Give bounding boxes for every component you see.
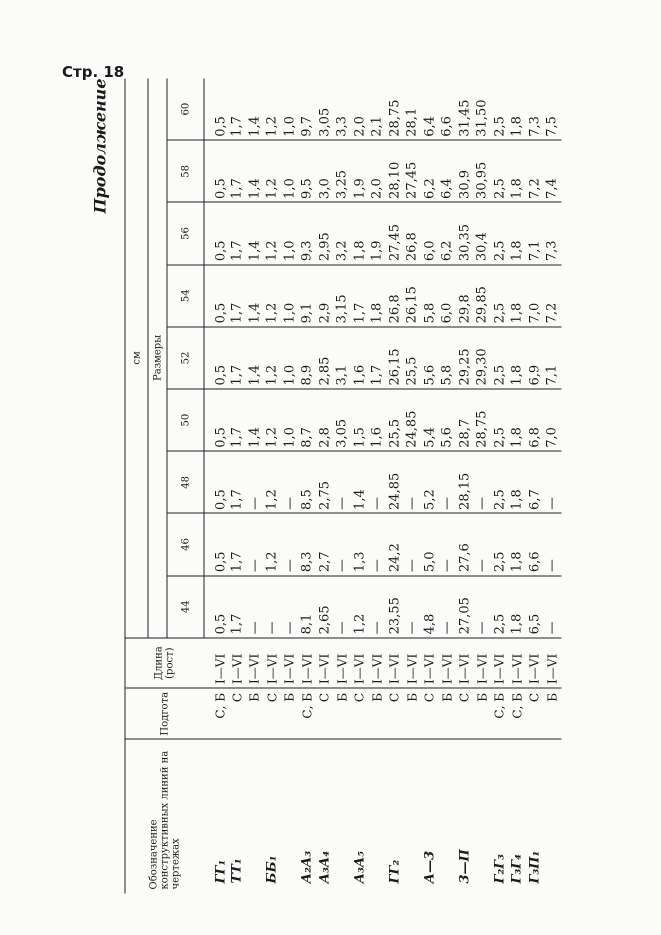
table-row <box>368 79 386 894</box>
size-value: 2,8 <box>316 389 334 451</box>
size-value: 3,25 <box>333 140 351 202</box>
size-value: 1,7 <box>228 327 246 389</box>
line-symbol: А₃А₄ <box>316 739 334 893</box>
size-value: 6,0 <box>421 202 439 264</box>
size-value: 1,2 <box>263 327 281 389</box>
size-value: — <box>438 451 456 513</box>
table-row <box>204 79 229 894</box>
size-value: 24,2 <box>386 513 404 575</box>
line-symbol: ГГ₁ <box>204 739 229 893</box>
size-value: 28,75 <box>473 389 491 451</box>
sub-type: Б <box>368 688 386 739</box>
sub-type: Б <box>333 688 351 739</box>
size-value: 2,65 <box>316 576 334 638</box>
header-size: 54 <box>167 265 204 327</box>
size-value: 25,5 <box>386 389 404 451</box>
size-value: 3,0 <box>316 140 334 202</box>
size-value: 28,75 <box>386 99 402 137</box>
length-range: I—VI <box>491 638 509 689</box>
length-range: I—VI <box>368 638 386 689</box>
size-value: 23,55 <box>386 576 404 638</box>
sub-type: Б <box>246 688 264 739</box>
header-sizes: Размеры <box>148 79 167 638</box>
sub-type: С <box>421 688 439 739</box>
size-value: 7,1 <box>543 327 561 389</box>
rotated-table-block <box>90 79 570 894</box>
size-value: 0,5 <box>213 116 228 137</box>
size-value: 1,6 <box>368 389 386 451</box>
size-value: 0,5 <box>204 265 229 327</box>
size-value: 0,5 <box>204 389 229 451</box>
table-row <box>246 79 264 894</box>
size-value: — <box>438 513 456 575</box>
length-range: I—VI <box>421 638 439 689</box>
continued-label: Продолжение <box>90 78 109 214</box>
size-value: 8,3 <box>298 513 316 575</box>
header-size: 58 <box>167 140 204 202</box>
length-range: I—VI <box>456 638 474 689</box>
size-value: 2,7 <box>316 513 334 575</box>
size-value: — <box>281 513 299 575</box>
size-value: 6,0 <box>438 265 456 327</box>
size-value: 1,7 <box>228 265 246 327</box>
size-value: 9,1 <box>298 265 316 327</box>
size-value: — <box>246 576 264 638</box>
line-symbol: ББ₁ <box>263 739 281 893</box>
size-value: 1,7 <box>368 327 386 389</box>
size-value: 6,6 <box>439 116 455 137</box>
size-value: 7,2 <box>543 265 561 327</box>
table-row <box>263 79 281 894</box>
table-row <box>473 79 491 894</box>
sub-type: С <box>386 688 404 739</box>
size-value: 1,8 <box>508 389 526 451</box>
size-value: — <box>368 451 386 513</box>
size-value: 1,8 <box>508 327 526 389</box>
size-value: 30,9 <box>456 140 474 202</box>
size-value: 1,8 <box>508 202 526 264</box>
header-size: 46 <box>167 513 204 575</box>
line-symbol: Г₃Г₄ <box>508 739 526 893</box>
size-value: 27,45 <box>403 140 421 202</box>
table-row <box>316 79 334 894</box>
size-value: 24,85 <box>386 451 404 513</box>
size-value: 5,6 <box>438 389 456 451</box>
line-symbol <box>281 739 299 893</box>
table-row <box>421 79 439 894</box>
size-value: 1,2 <box>263 202 281 264</box>
size-value: 1,7 <box>228 202 246 264</box>
sub-type: Б <box>473 688 491 739</box>
length-range: I—VI <box>204 638 229 689</box>
size-value: 6,4 <box>421 116 437 137</box>
size-value: 1,4 <box>246 389 264 451</box>
size-value: 28,15 <box>456 451 474 513</box>
size-value: 1,0 <box>281 140 299 202</box>
size-value: 2,9 <box>316 265 334 327</box>
size-value: 1,2 <box>263 389 281 451</box>
size-value: 1,7 <box>228 513 246 575</box>
line-symbol: Г₂Г₃ <box>491 739 509 893</box>
size-value: 30,4 <box>473 202 491 264</box>
size-value: 29,85 <box>473 265 491 327</box>
sub-type: С <box>263 688 281 739</box>
size-value: 1,4 <box>351 451 369 513</box>
size-value: 1,2 <box>263 140 281 202</box>
size-value: 30,95 <box>473 140 491 202</box>
size-value: 5,6 <box>421 327 439 389</box>
size-value: 27,05 <box>456 576 474 638</box>
size-value: — <box>246 451 264 513</box>
header-size: 44 <box>167 576 204 638</box>
length-range: I—VI <box>473 638 491 689</box>
line-symbol: 3—П <box>456 739 474 893</box>
size-value: 2,5 <box>491 265 509 327</box>
size-value: 9,3 <box>298 202 316 264</box>
size-value: 8,1 <box>298 576 316 638</box>
size-value: 1,8 <box>509 116 525 137</box>
size-value: 2,75 <box>316 451 334 513</box>
header-symbol: Обозначение конструктивных линий на чертежах <box>125 739 204 893</box>
size-value: 1,8 <box>351 202 369 264</box>
length-range: I—VI <box>298 638 316 689</box>
size-value: — <box>333 576 351 638</box>
size-value: 7,4 <box>543 140 561 202</box>
header-size: 56 <box>167 202 204 264</box>
size-value: 2,5 <box>491 513 509 575</box>
length-range: I—VI <box>438 638 456 689</box>
size-value: — <box>543 576 561 638</box>
size-value: 28,7 <box>456 389 474 451</box>
size-value: 2,5 <box>491 389 509 451</box>
sub-type: С <box>316 688 334 739</box>
size-value: 6,4 <box>438 140 456 202</box>
size-value: 1,0 <box>281 327 299 389</box>
size-value: 1,8 <box>508 576 526 638</box>
size-value: 8,5 <box>298 451 316 513</box>
length-range: I—VI <box>508 638 526 689</box>
header-size: 60 <box>167 79 204 141</box>
size-value: 1,4 <box>246 140 264 202</box>
size-value: 2,0 <box>368 140 386 202</box>
sub-type: С <box>351 688 369 739</box>
size-value: 0,5 <box>204 576 229 638</box>
size-value: 6,8 <box>526 389 544 451</box>
line-symbol <box>403 739 421 893</box>
size-value: — <box>473 451 491 513</box>
size-value: 1,8 <box>508 140 526 202</box>
size-value: 26,8 <box>386 265 404 327</box>
header-size: 48 <box>167 451 204 513</box>
size-value: — <box>543 513 561 575</box>
size-value: 1,2 <box>263 513 281 575</box>
length-range: I—VI <box>351 638 369 689</box>
size-value: 1,2 <box>263 451 281 513</box>
size-value: 1,4 <box>246 202 264 264</box>
size-value: 0,5 <box>204 327 229 389</box>
size-value: 24,85 <box>403 389 421 451</box>
line-symbol <box>438 739 456 893</box>
sub-type: Б <box>543 688 561 739</box>
size-value: 1,3 <box>351 513 369 575</box>
size-value: 1,9 <box>351 140 369 202</box>
table-row <box>386 79 404 894</box>
header-size: 50 <box>167 389 204 451</box>
sub-type: С <box>526 688 544 739</box>
line-symbol <box>368 739 386 893</box>
size-value: 8,7 <box>298 389 316 451</box>
size-value: 1,0 <box>281 202 299 264</box>
sizes-table <box>124 79 561 894</box>
size-value: 6,2 <box>421 140 439 202</box>
size-value: 2,0 <box>351 116 367 137</box>
size-value: 9,5 <box>298 140 316 202</box>
line-symbol <box>333 739 351 893</box>
size-value: 4,8 <box>421 576 439 638</box>
size-value: 28,1 <box>404 107 420 137</box>
size-value: 6,7 <box>526 451 544 513</box>
size-value: — <box>368 513 386 575</box>
table-row <box>281 79 299 894</box>
table-row <box>333 79 351 894</box>
size-value: — <box>281 576 299 638</box>
size-value: 2,95 <box>316 202 334 264</box>
length-range: I—VI <box>526 638 544 689</box>
size-value: 0,5 <box>204 202 229 264</box>
line-symbol: Г₃П₁ <box>526 739 544 893</box>
size-value: 2,5 <box>491 451 509 513</box>
size-value: — <box>368 576 386 638</box>
size-value: 3,2 <box>333 202 351 264</box>
length-range: I—VI <box>246 638 264 689</box>
size-value: 5,4 <box>421 389 439 451</box>
size-value: 7,3 <box>543 202 561 264</box>
line-symbol <box>473 739 491 893</box>
size-value: 3,15 <box>333 265 351 327</box>
size-value: 7,0 <box>543 389 561 451</box>
header-length: Длина (рост) <box>125 638 204 689</box>
size-value: 1,7 <box>228 451 246 513</box>
size-value: 27,6 <box>456 513 474 575</box>
size-value: 29,8 <box>456 265 474 327</box>
sub-type: С <box>456 688 474 739</box>
table-row <box>351 79 369 894</box>
header-unit: см <box>125 79 148 638</box>
size-value: 6,6 <box>526 513 544 575</box>
size-value: 5,8 <box>438 327 456 389</box>
size-value: 1,0 <box>281 116 297 137</box>
size-value: — <box>543 451 561 513</box>
size-value: 1,7 <box>228 576 246 638</box>
sub-type: С, Б <box>508 688 526 739</box>
length-range: I—VI <box>316 638 334 689</box>
size-value: 31,45 <box>456 99 472 137</box>
line-symbol: ГГ₂ <box>386 739 404 893</box>
sub-type: С, Б <box>491 688 509 739</box>
size-value: 1,6 <box>351 327 369 389</box>
size-value: 1,7 <box>351 265 369 327</box>
length-range: I—VI <box>333 638 351 689</box>
size-value: 5,2 <box>421 451 439 513</box>
length-range: I—VI <box>543 638 561 689</box>
size-value: 1,8 <box>508 451 526 513</box>
size-value: 1,7 <box>229 116 245 137</box>
size-value: 1,4 <box>246 265 264 327</box>
size-value: 2,5 <box>491 576 509 638</box>
size-value: 31,50 <box>474 99 490 137</box>
header-size: 52 <box>167 327 204 389</box>
table-row <box>438 79 456 894</box>
size-value: 7,0 <box>526 265 544 327</box>
size-value: 2,85 <box>316 327 334 389</box>
size-value: — <box>473 576 491 638</box>
table-row <box>403 79 421 894</box>
table-row <box>543 79 561 894</box>
sub-type: С, Б <box>298 688 316 739</box>
size-value: 27,45 <box>386 202 404 264</box>
size-value: 0,5 <box>204 513 229 575</box>
size-value: 7,1 <box>526 202 544 264</box>
size-value: — <box>281 451 299 513</box>
size-value: 6,2 <box>438 202 456 264</box>
size-value: 2,5 <box>491 202 509 264</box>
size-value: 1,9 <box>368 202 386 264</box>
line-symbol: А₂А₃ <box>298 739 316 893</box>
line-symbol <box>246 739 264 893</box>
table-row <box>491 79 509 894</box>
size-value: 0,5 <box>204 140 229 202</box>
size-value: 1,7 <box>228 389 246 451</box>
size-value: 5,0 <box>421 513 439 575</box>
size-value: 7,2 <box>526 140 544 202</box>
line-symbol <box>543 739 561 893</box>
size-value: 9,7 <box>299 116 315 137</box>
page-number: Стр. 18 <box>62 63 125 81</box>
length-range: I—VI <box>263 638 281 689</box>
sub-type: Б <box>281 688 299 739</box>
size-value: — <box>438 576 456 638</box>
length-range: I—VI <box>228 638 246 689</box>
size-value: 3,3 <box>334 116 350 137</box>
size-value: 0,5 <box>204 451 229 513</box>
size-value: 1,4 <box>246 327 264 389</box>
size-value: 2,5 <box>491 327 509 389</box>
size-value: 5,8 <box>421 265 439 327</box>
table-row <box>298 79 316 894</box>
size-value: 26,15 <box>386 327 404 389</box>
size-value: 1,0 <box>281 265 299 327</box>
size-value: 1,2 <box>263 265 281 327</box>
size-value: 6,5 <box>526 576 544 638</box>
size-value: — <box>246 513 264 575</box>
size-value: 1,5 <box>351 389 369 451</box>
sub-type: С, Б <box>204 688 229 739</box>
sub-type: С <box>228 688 246 739</box>
length-range: I—VI <box>386 638 404 689</box>
size-value: — <box>403 576 421 638</box>
line-symbol: ТТ₁ <box>228 739 246 893</box>
header-sub: Подгота <box>125 688 204 739</box>
length-range: I—VI <box>281 638 299 689</box>
size-value: 1,8 <box>508 513 526 575</box>
line-symbol: А₃А₅ <box>351 739 369 893</box>
size-value: 2,1 <box>369 116 385 137</box>
table-body <box>204 79 561 894</box>
size-value: 2,5 <box>491 140 509 202</box>
table-row <box>456 79 474 894</box>
sub-type: Б <box>403 688 421 739</box>
table-row <box>526 79 544 894</box>
size-value: 1,2 <box>351 576 369 638</box>
size-value: 29,25 <box>456 327 474 389</box>
sub-type: Б <box>438 688 456 739</box>
length-range: I—VI <box>403 638 421 689</box>
size-value: 30,35 <box>456 202 474 264</box>
size-value: — <box>333 451 351 513</box>
size-value: 7,5 <box>544 116 560 137</box>
size-value: 1,8 <box>508 265 526 327</box>
size-value: 26,8 <box>403 202 421 264</box>
size-value: 2,5 <box>491 116 507 137</box>
size-value: 1,8 <box>368 265 386 327</box>
size-value: 1,0 <box>281 389 299 451</box>
size-value: 3,1 <box>333 327 351 389</box>
size-value: — <box>403 451 421 513</box>
size-value: 8,9 <box>298 327 316 389</box>
size-value: — <box>333 513 351 575</box>
table-row <box>228 79 246 894</box>
size-value: 26,15 <box>403 265 421 327</box>
size-value: 6,9 <box>526 327 544 389</box>
size-value: 1,4 <box>246 116 262 137</box>
size-value: — <box>263 576 281 638</box>
size-value: 3,05 <box>316 107 332 137</box>
size-value: 1,7 <box>228 140 246 202</box>
size-value: 7,3 <box>526 116 542 137</box>
size-value: 25,5 <box>403 327 421 389</box>
size-value: 3,05 <box>333 389 351 451</box>
size-value: — <box>473 513 491 575</box>
line-symbol: А—3 <box>421 739 439 893</box>
size-value: 29,30 <box>473 327 491 389</box>
table-row <box>508 79 526 894</box>
size-value: 1,2 <box>264 116 280 137</box>
size-value: — <box>403 513 421 575</box>
size-value: 28,10 <box>386 140 404 202</box>
